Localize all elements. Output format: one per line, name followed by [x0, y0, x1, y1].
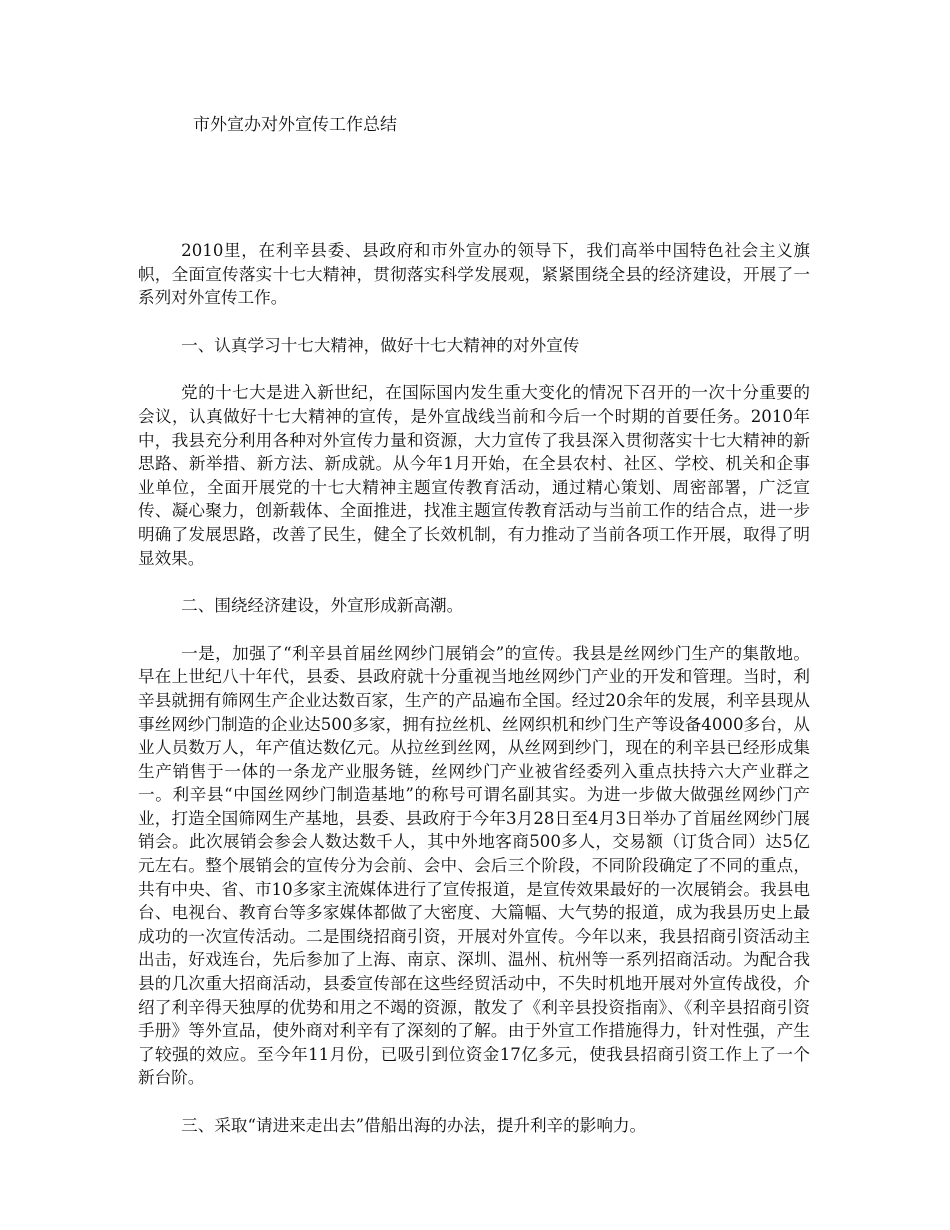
document-title: 市外宣办对外宣传工作总结	[193, 115, 397, 135]
intro-paragraph: 2010里，在利辛县委、县政府和市外宣办的领导下，我们高举中国特色社会主义旗帜，全面宣传落实十七大精神，贯彻落实科学发展观，紧紧围绕全县的经济建设，开展了一系列对外宣传工作。	[138, 241, 810, 308]
paragraph-spacer	[138, 310, 810, 334]
section-1-paragraph: 党的十七大是进入新世纪，在国际国内发生重大变化的情况下召开的一次十分重要的会议，认真做好十七大精神的宣传，是外宣战线当前和今后一个时期的首要任务。2010年中，我县充分利用各种对外宣传力量和资源，大力宣传了我县深入贯彻落实十七大精神的新思路、新举措、新方法、新成就。从今年1月开始，在全县农村、社区、学校、机关和企事业单位，全面开展党的十七大精神主题宣传教育活动，通过精心策划、周密部署，广泛宣传、凝心聚力，创新载体、全面推进，找准主题宣传教育活动与当前工作的结合点，进一步明确了发展思路，改善了民生，健全了长效机制，有力推动了当前各项工作开展，取得了明显效果。	[138, 383, 810, 568]
paragraph-spacer	[138, 618, 810, 642]
paragraph-spacer	[138, 570, 810, 594]
document-body	[138, 239, 810, 1138]
section-1-heading: 一、认真学习十七大精神，做好十七大精神的对外宣传	[181, 335, 580, 355]
paragraph-spacer	[138, 1090, 810, 1114]
section-3-heading: 三、采取“请进来走出去”借船出海的办法，提升利辛的影响力。	[181, 1116, 647, 1135]
section-2-heading: 二、围绕经济建设，外宣形成新高潮。	[181, 596, 464, 616]
paragraph-spacer	[138, 357, 810, 381]
section-2-paragraph: 一是，加强了“利辛县首届丝网纱门展销会”的宣传。我县是丝网纱门生产的集散地。早在上世纪八十年代，县委、县政府就十分重视当地丝网纱门产业的开发和管理。当时，利辛县就拥有筛网生产企业达数百家，生产的产品遍布全国。经过20余年的发展，利辛县现从事丝网纱门制造的企业达500多家，拥有拉丝机、丝网织机和纱门生产等设备4000多台，从业人员数万人，年产值达数亿元。从拉丝到丝网，从丝网到纱门，现在的利辛县已经形成集生产销售于一体的一条龙产业服务链，丝网纱门产业被省经委列入重点扶持六大产业群之一。利辛县“中国丝网纱门制造基地”的称号可谓名副其实。为进一步做大做强丝网纱门产业，打造全国筛网生产基地，县委、县政府于今年3月28日至4月3日举办了首届丝网纱门展销会。此次展销会参会人数达数千人，其中外地客商500多人，交易额（订货合同）达5亿元左右。整个展销会的宣传分为会前、会中、会后三个阶段，不同阶段确定了不同的重点，共有中央、省、市10多家主流媒体进行了宣传报道，是宣传效果最好的一次展销会。我县电台、电视台、教育台等多家媒体都做了大密度、大篇幅、大气势的报道，成为我县历史上最成功的一次宣传活动。二是围绕招商引资，开展对外宣传。今年以来，我县招商引资活动主出击，好戏连台，先后参加了上海、南京、深圳、温州、杭州等一系列招商活动。为配合我县的几次重大招商活动，县委宣传部在这些经贸活动中，不失时机地开展对外宣传战役，介绍了利辛得天独厚的优势和用之不竭的资源，散发了《利辛县投资指南》、《利辛县招商引资手册》等外宣品，使外商对利辛有了深刻的了解。由于外宣工作措施得力，针对性强，产生了较强的效应。至今年11月份，已吸引到位资金17亿多元，使我县招商引资工作上了一个新台阶。	[138, 643, 810, 1088]
